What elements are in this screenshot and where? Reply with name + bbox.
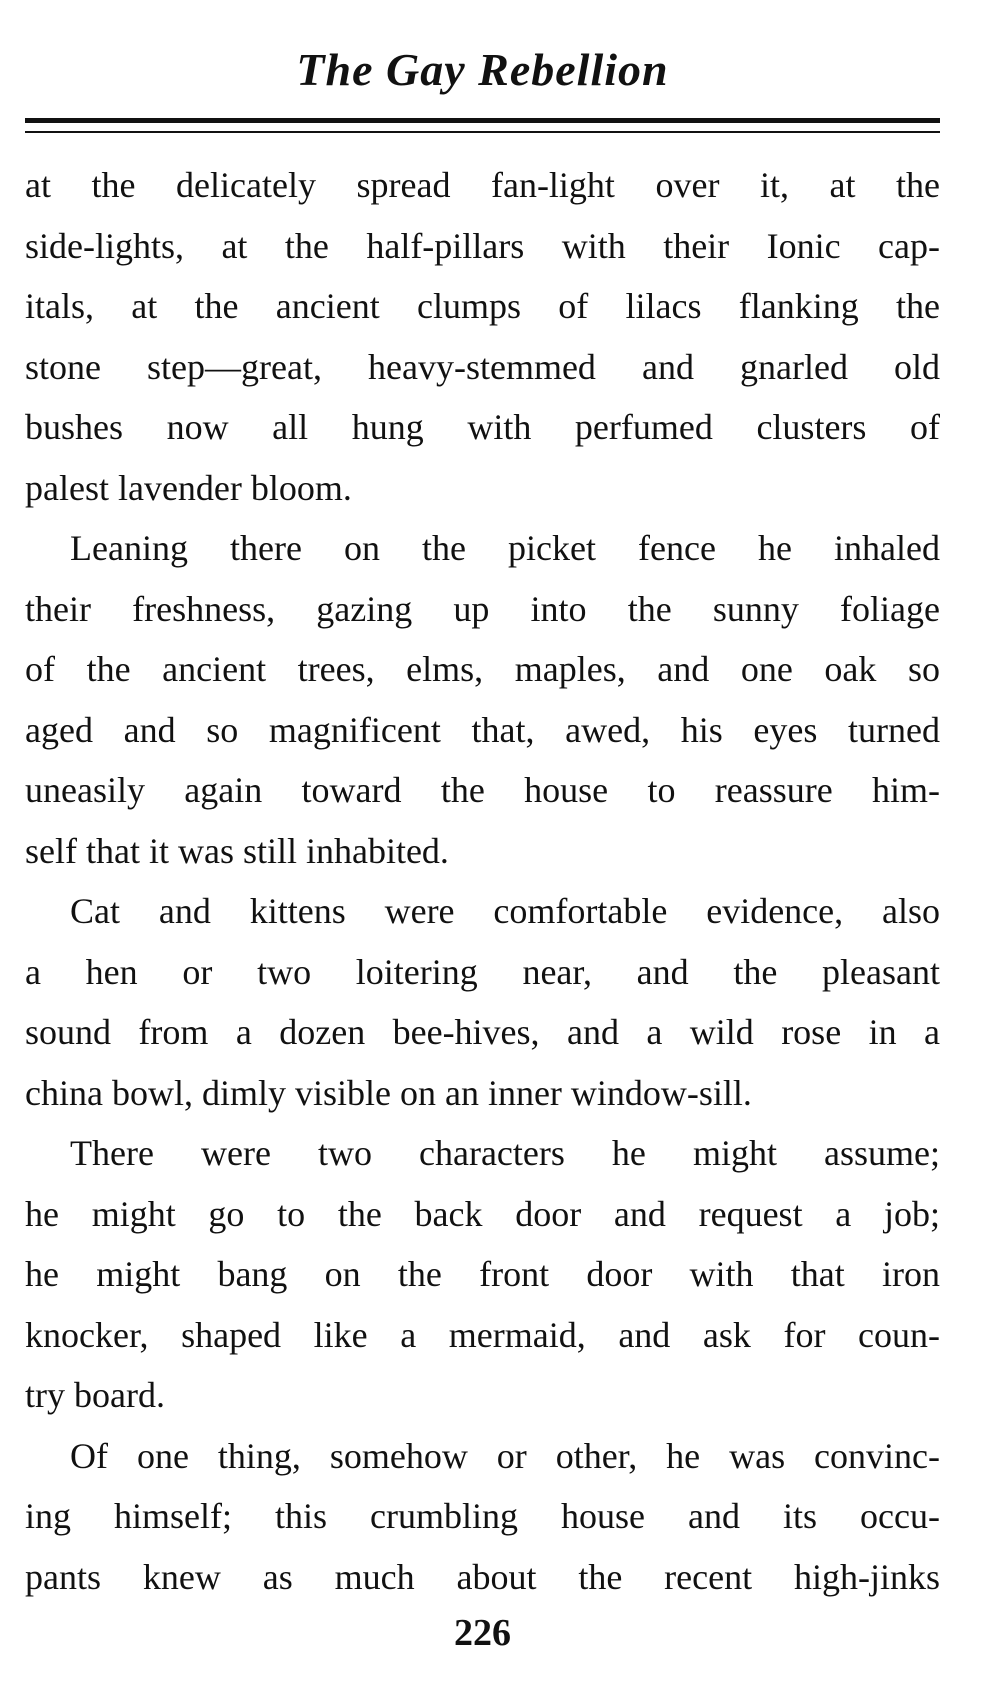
text-line: aged and so magnificent that, awed, his eyes turned bbox=[25, 709, 940, 750]
text-line: knocker, shaped like a mermaid, and ask for coun- bbox=[25, 1314, 940, 1355]
header-rule-thin bbox=[25, 131, 940, 133]
text-line: Leaning there on the picket fence he inhaled bbox=[70, 528, 940, 568]
text-line: pants knew as much about the recent high-jinks bbox=[25, 1556, 940, 1597]
text-line: side-lights, at the half-pillars with their Ionic cap- bbox=[25, 225, 940, 266]
paragraph-4 bbox=[25, 1123, 940, 1426]
header-rule-thick bbox=[25, 118, 940, 123]
text-line: bushes now all hung with perfumed clusters of bbox=[25, 407, 940, 447]
text-line: at the delicately spread fan-light over it, at the bbox=[25, 165, 940, 205]
text-line: There were two characters he might assume; bbox=[70, 1133, 940, 1173]
paragraph-3 bbox=[25, 881, 940, 1123]
paragraph-1 bbox=[25, 155, 940, 518]
text-line: uneasily again toward the house to reassure him- bbox=[25, 770, 940, 810]
text-line: try board. bbox=[25, 1375, 165, 1415]
paragraph-5 bbox=[25, 1426, 940, 1608]
text-line: he might go to the back door and request a job; bbox=[25, 1193, 940, 1234]
text-line: self that it was still inhabited. bbox=[25, 830, 449, 871]
running-title: The Gay Rebellion bbox=[296, 44, 669, 95]
page-number: 226 bbox=[454, 1612, 511, 1654]
text-line: a hen or two loitering near, and the pleasant bbox=[25, 951, 940, 992]
text-line: Of one thing, somehow or other, he was convinc- bbox=[70, 1435, 940, 1476]
text-line: stone step—great, heavy-stemmed and gnarled old bbox=[25, 346, 940, 387]
text-line: ing himself; this crumbling house and its occu- bbox=[25, 1496, 940, 1536]
text-line: their freshness, gazing up into the sunny foliage bbox=[25, 588, 940, 629]
text-line: Cat and kittens were comfortable evidence, also bbox=[70, 891, 940, 931]
text-line: of the ancient trees, elms, maples, and one oak so bbox=[25, 649, 940, 689]
text-line: sound from a dozen bee-hives, and a wild rose in a bbox=[25, 1012, 940, 1052]
text-line: palest lavender bloom. bbox=[25, 467, 352, 508]
body-text bbox=[25, 155, 940, 1607]
text-line: he might bang on the front door with that iron bbox=[25, 1254, 940, 1294]
text-line: china bowl, dimly visible on an inner window-sill. bbox=[25, 1072, 752, 1113]
book-page bbox=[25, 0, 940, 1686]
text-line: itals, at the ancient clumps of lilacs flanking the bbox=[25, 286, 940, 326]
paragraph-2 bbox=[25, 518, 940, 881]
